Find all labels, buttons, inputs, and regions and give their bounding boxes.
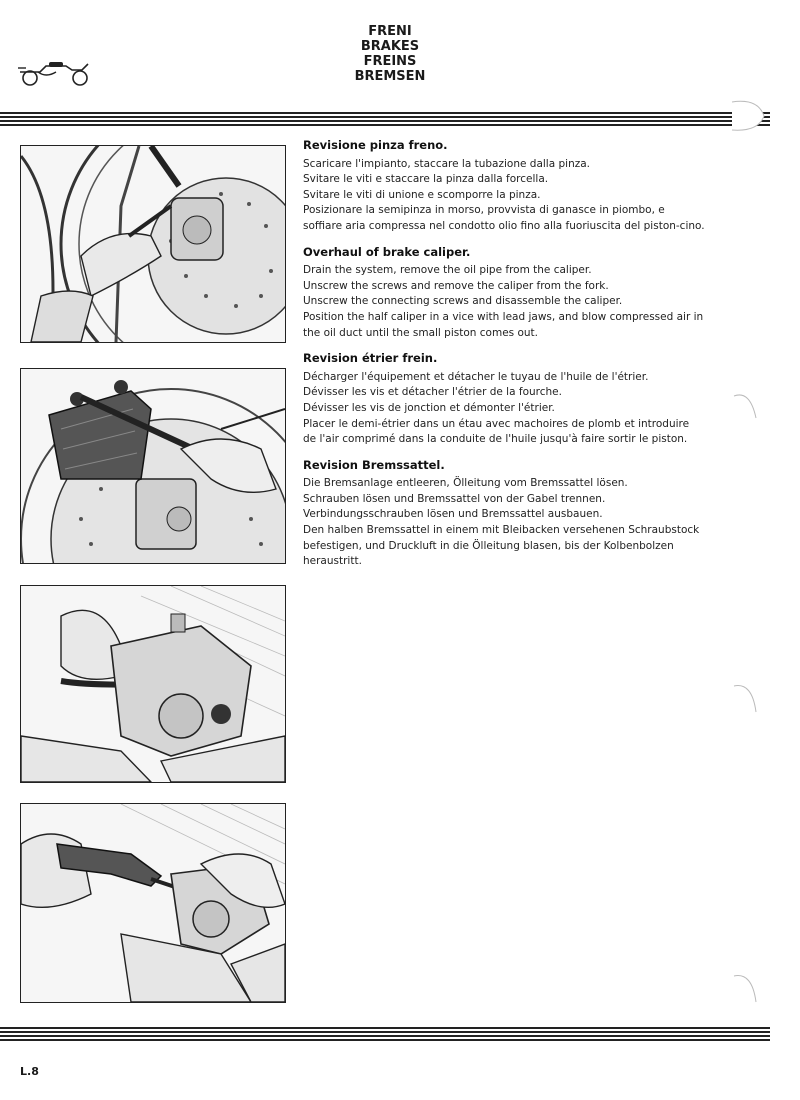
section-italian bbox=[303, 138, 705, 235]
section-heading: Revision étrier frein. bbox=[303, 351, 438, 366]
instruction-line: Décharger l'équipement et détacher le tuyau de l'huile de l'étrier. bbox=[303, 370, 649, 383]
instruction-line: Dévisser les vis de jonction et démonter l'étrier. bbox=[303, 401, 555, 414]
figure-caliper-wrench bbox=[20, 368, 286, 564]
instructions-column bbox=[303, 138, 705, 580]
instruction-line: Dévisser les vis et détacher l'étrier de la fourche. bbox=[303, 386, 562, 399]
chapter-title-de: BREMSEN bbox=[354, 69, 426, 84]
instruction-line: Posizionare la semipinza in morso, provvista di ganasce in piombo, e soffiare aria compressa nel condotto olio fino alla fuoriuscita del piston-cino. bbox=[303, 204, 705, 232]
instruction-line: Die Bremsanlage entleeren, Ölleitung vom Bremssattel lösen. bbox=[303, 477, 628, 490]
section-heading: Overhaul of brake caliper. bbox=[303, 244, 471, 259]
chapter-title-fr: FREINS bbox=[363, 54, 417, 69]
binder-hole-decoration bbox=[730, 970, 760, 1010]
section-heading: Revisione pinza freno. bbox=[303, 138, 448, 152]
instruction-line: Drain the system, remove the oil pipe from the caliper. bbox=[303, 264, 592, 277]
instruction-line: Svitare le viti di unione e scomporre la pinza. bbox=[303, 188, 541, 201]
chapter-title-it: FRENI bbox=[368, 24, 412, 39]
instruction-line: Unscrew the screws and remove the caliper from the fork. bbox=[303, 279, 609, 292]
section-heading: Revision Bremssattel. bbox=[303, 457, 445, 472]
section-french bbox=[303, 351, 705, 448]
header-rule bbox=[0, 112, 770, 128]
instruction-line: Den halben Bremssattel in einem mit Bleibacken versehenen Schraubstock befestigen, und Druckluft in die Ölleitung blasen, bis der Kolbenbolzen heraustritt. bbox=[303, 524, 700, 568]
binder-hole-decoration bbox=[728, 98, 768, 134]
instruction-line: Unscrew the connecting screws and disassemble the caliper. bbox=[303, 295, 623, 308]
section-german bbox=[303, 458, 705, 570]
section-english bbox=[303, 245, 705, 342]
binder-hole-decoration bbox=[730, 680, 760, 720]
instruction-line: Svitare le viti e staccare la pinza dalla forcella. bbox=[303, 173, 549, 186]
motorcycle-icon bbox=[16, 58, 96, 88]
chapter-titles bbox=[300, 24, 480, 84]
figure-caliper-on-wheel bbox=[20, 145, 286, 343]
figure-compressed-air bbox=[20, 803, 286, 1003]
instruction-line: Schrauben lösen und Bremssattel von der Gabel trennen. bbox=[303, 492, 606, 505]
instruction-line: Verbindungsschrauben lösen und Bremssattel ausbauen. bbox=[303, 508, 603, 521]
page-number: L.8 bbox=[20, 1065, 39, 1078]
chapter-title-en: BRAKES bbox=[360, 39, 420, 54]
footer-rule bbox=[0, 1027, 770, 1043]
instruction-line: Position the half caliper in a vice with lead jaws, and blow compressed air in the oil duct until the small piston comes out. bbox=[303, 310, 704, 339]
figure-caliper-disassembly bbox=[20, 585, 286, 783]
instruction-line: Placer le demi-étrier dans un étau avec machoires de plomb et introduire de l'air comprimé dans la conduite de l'huile jusqu'à faire sortir le piston. bbox=[303, 417, 690, 446]
instruction-line: Scaricare l'impianto, staccare la tubazione dalla pinza. bbox=[303, 157, 591, 170]
binder-hole-decoration bbox=[730, 388, 760, 428]
